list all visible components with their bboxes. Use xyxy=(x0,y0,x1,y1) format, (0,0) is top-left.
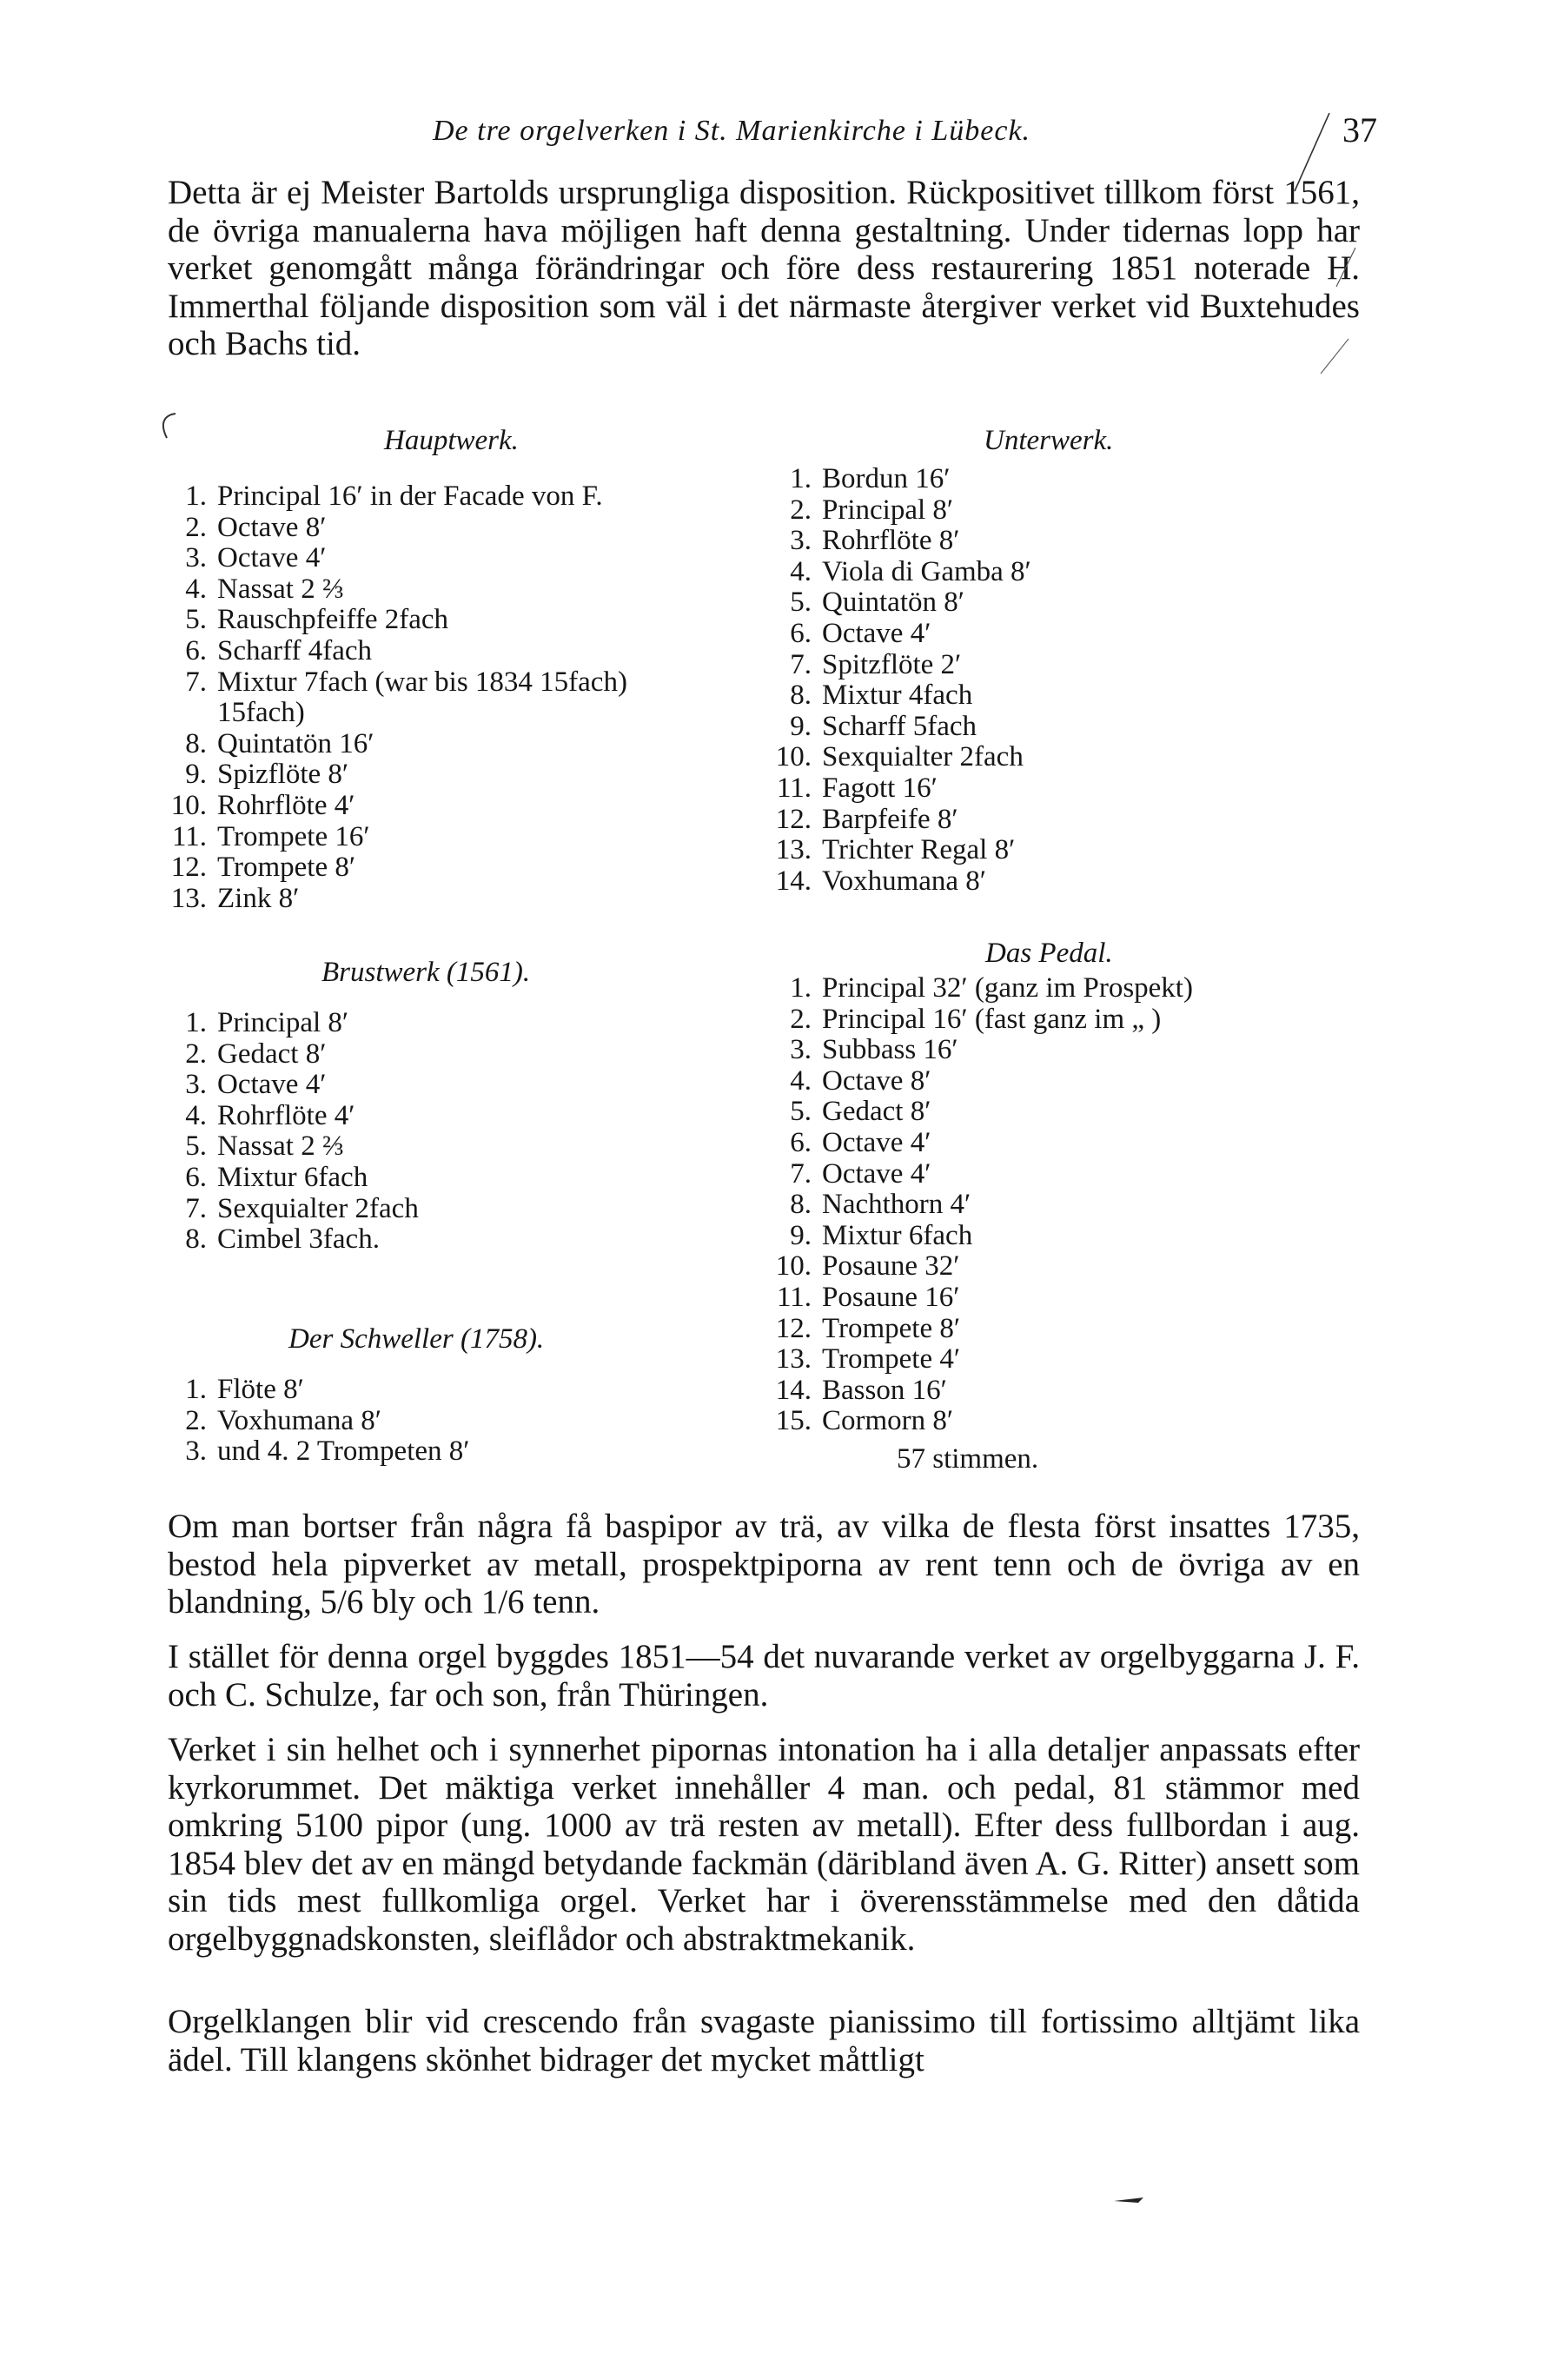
stop-number: 10. xyxy=(775,741,812,773)
stop-number: 4. xyxy=(185,1099,207,1131)
brustwerk-stop xyxy=(185,1192,419,1225)
stop-number: 2. xyxy=(790,494,812,526)
stop-name: Rohrflöte 4′ xyxy=(217,789,355,821)
brustwerk-stop xyxy=(185,1007,419,1039)
stop-name: Nachthorn 4′ xyxy=(822,1189,971,1221)
stop-name: Trompete 4′ xyxy=(822,1343,961,1376)
stop-name: Scharff 4fach xyxy=(217,634,373,666)
pedal-stop xyxy=(775,1405,1193,1437)
pedal-stop xyxy=(790,1096,1193,1128)
stop-name: Sexquialter 2fach xyxy=(822,741,1024,773)
stop-name: Octave 4′ xyxy=(822,1126,931,1158)
stop-number: 4. xyxy=(790,555,812,587)
unterwerk-stop xyxy=(790,463,1031,495)
stop-name: Rohrflöte 8′ xyxy=(822,525,960,557)
stop-number: 1. xyxy=(185,1007,207,1038)
stop-name: Basson 16′ xyxy=(822,1374,947,1406)
paragraph-2: I stället för denna orgel byggdes 1851—54 det nuvarande verket av orgelbyggarna J. F. och C. Schulze, far och son, från Thüringen. xyxy=(168,1638,1360,1714)
stop-name: Octave 8′ xyxy=(822,1064,931,1097)
stop-number: 7. xyxy=(185,1192,207,1224)
stop-name: Voxhumana 8′ xyxy=(217,1404,382,1436)
brustwerk-title: Brustwerk (1561). xyxy=(321,957,531,988)
stop-name: und 4. 2 Trompeten 8′ xyxy=(217,1435,470,1468)
unterwerk-title: Unterwerk. xyxy=(984,425,1114,456)
hauptwerk-title: Hauptwerk. xyxy=(384,425,519,456)
stop-name: Gedact 8′ xyxy=(217,1038,327,1070)
stop-number: 13. xyxy=(170,882,207,914)
stop-number: 3. xyxy=(185,1069,207,1101)
brustwerk-stop xyxy=(185,1038,419,1071)
stop-number: 10. xyxy=(170,789,207,821)
stop-number: 9. xyxy=(790,710,812,742)
hauptwerk-stop xyxy=(185,634,627,667)
stop-number: 6. xyxy=(185,634,207,666)
hauptwerk-stop xyxy=(185,759,627,791)
stop-number: 2. xyxy=(185,511,207,543)
stop-name: Octave 8′ xyxy=(217,511,327,543)
stop-number: 9. xyxy=(185,759,207,791)
stop-name-continuation: 15fach) xyxy=(217,697,305,729)
stop-name: Sexquialter 2fach xyxy=(217,1192,419,1224)
stop-name: Rauschpfeiffe 2fach xyxy=(217,604,449,636)
stop-number: 8. xyxy=(185,727,207,759)
unterwerk-stop xyxy=(790,494,1031,527)
unterwerk-stop xyxy=(790,680,1031,712)
stop-number: 8. xyxy=(790,1189,812,1221)
stop-number: 1. xyxy=(185,481,207,512)
stop-number: 8. xyxy=(185,1223,207,1256)
stop-name: Flöte 8′ xyxy=(217,1374,304,1405)
stop-number: 12. xyxy=(170,852,207,884)
running-title: De tre orgelverken i St. Marienkirche i Lübeck. xyxy=(433,115,1031,147)
stop-name: Principal 8′ xyxy=(822,494,954,526)
stop-name: Posaune 32′ xyxy=(822,1250,960,1283)
pedal-stop xyxy=(790,1189,1193,1221)
hauptwerk-stop xyxy=(170,789,627,822)
pedal-stop xyxy=(776,1281,1193,1314)
stop-number: 2. xyxy=(185,1404,207,1436)
stop-name: Trompete 8′ xyxy=(822,1312,961,1344)
stop-name: Mixtur 6fach xyxy=(822,1219,973,1251)
hauptwerk-stop xyxy=(185,666,627,729)
schweller-stop xyxy=(185,1374,470,1406)
unterwerk-stop-list xyxy=(775,463,1031,897)
stop-number: 1. xyxy=(790,972,812,1004)
stop-name: Trompete 8′ xyxy=(217,852,356,884)
stop-name: Nassat 2 ⅔ xyxy=(217,573,344,605)
stop-number: 12. xyxy=(775,803,812,835)
stop-number: 14. xyxy=(775,865,812,897)
stop-number: 6. xyxy=(185,1161,207,1193)
pencil-mark xyxy=(1269,113,1373,391)
stop-number: 10. xyxy=(775,1250,812,1283)
pedal-stop xyxy=(775,1312,1193,1345)
stop-name: Barpfeife 8′ xyxy=(822,803,958,835)
stop-name: Principal 16′ (fast ganz im „ ) xyxy=(822,1003,1162,1035)
stop-name: Voxhumana 8′ xyxy=(822,865,987,897)
brustwerk-stop xyxy=(185,1069,419,1101)
hauptwerk-stop xyxy=(185,511,627,544)
stop-number: 1. xyxy=(185,1374,207,1405)
unterwerk-stop xyxy=(790,710,1031,743)
hauptwerk-stop xyxy=(170,882,627,915)
brustwerk-stop xyxy=(185,1161,419,1194)
stop-number: 7. xyxy=(790,1157,812,1190)
stop-number: 13. xyxy=(775,834,812,866)
stop-number: 2. xyxy=(790,1003,812,1035)
stop-number: 7. xyxy=(790,648,812,680)
stop-name: Nassat 2 ⅔ xyxy=(217,1130,344,1163)
stop-number: 11. xyxy=(776,1281,812,1313)
paragraph-3: Verket i sin helhet och i synnerhet pipornas intonation ha i alla detaljer anpassats efter kyrkorummet. Det mäktiga verket innehåller 4 man. och pedal, 81 stämmor med omkring 5100 pipor (ung. 1000 av trä resten av metall). Efter dess fullbordan i aug. 1854 blev det av en mängd betydande fackmän (däribland även A. G. Ritter) ansett som sin tids mest fullkomliga orgel. Verket har i överensstämmelse med den dåtida orgelbyggnadskonsten, sleiflådor och abstraktmekanik. xyxy=(168,1731,1360,1958)
pedal-stop xyxy=(775,1343,1193,1376)
unterwerk-stop xyxy=(775,834,1031,866)
hauptwerk-stop xyxy=(185,604,627,636)
running-head xyxy=(174,110,1377,167)
pedal-stop xyxy=(790,1219,1193,1252)
stop-name: Posaune 16′ xyxy=(822,1281,960,1313)
pedal-stop xyxy=(790,1064,1193,1097)
stop-number: 7. xyxy=(185,666,207,698)
pedal-title: Das Pedal. xyxy=(985,938,1113,969)
stop-number: 4. xyxy=(790,1064,812,1097)
stop-number: 6. xyxy=(790,617,812,649)
stop-number: 3. xyxy=(790,1034,812,1066)
pedal-stop xyxy=(775,1250,1193,1283)
brustwerk-stop xyxy=(185,1223,419,1256)
schweller-title: Der Schweller (1758). xyxy=(288,1323,545,1355)
unterwerk-stop xyxy=(790,648,1031,681)
unterwerk-stop xyxy=(790,555,1031,588)
pedal-stop xyxy=(790,972,1193,1004)
hauptwerk-stop-list xyxy=(170,481,627,914)
stop-number: 2. xyxy=(185,1038,207,1070)
pedal-stop xyxy=(775,1374,1193,1407)
stop-name: Trompete 16′ xyxy=(217,820,370,852)
stop-name: Mixtur 7fach (war bis 1834 15fach) xyxy=(217,666,627,698)
stop-number: 4. xyxy=(185,573,207,605)
stop-name: Trichter Regal 8′ xyxy=(822,834,1016,866)
unterwerk-stop xyxy=(790,617,1031,650)
stop-number: 11. xyxy=(776,772,812,804)
stop-number: 3. xyxy=(185,1435,207,1468)
stop-name: Cimbel 3fach. xyxy=(217,1223,380,1256)
stop-name: Viola di Gamba 8′ xyxy=(822,555,1031,587)
stop-name: Fagott 16′ xyxy=(822,772,938,804)
pedal-stop-list xyxy=(775,972,1193,1437)
stop-number: 14. xyxy=(775,1374,812,1406)
stop-name: Principal 32′ (ganz im Prospekt) xyxy=(822,972,1193,1004)
schweller-stop xyxy=(185,1404,470,1437)
stop-name: Principal 16′ in der Facade von F. xyxy=(217,481,603,512)
stop-number: 5. xyxy=(790,1096,812,1128)
stop-name: Quintatön 16′ xyxy=(217,727,374,759)
stop-number: 12. xyxy=(775,1312,812,1344)
stop-number: 6. xyxy=(790,1126,812,1158)
hauptwerk-stop xyxy=(170,852,627,884)
stop-name: Principal 8′ xyxy=(217,1007,349,1038)
unterwerk-stop xyxy=(775,803,1031,836)
stop-total: 57 stimmen. xyxy=(897,1443,1039,1475)
page-number: 37 xyxy=(1342,110,1377,149)
stop-number: 15. xyxy=(775,1405,812,1437)
brustwerk-stop-list xyxy=(185,1007,419,1256)
stop-name: Octave 4′ xyxy=(822,1157,931,1190)
stop-name: Octave 4′ xyxy=(217,1069,327,1101)
hauptwerk-stop xyxy=(171,820,627,853)
pencil-mark xyxy=(156,408,182,443)
stop-name: Quintatön 8′ xyxy=(822,587,964,619)
pedal-stop xyxy=(790,1034,1193,1066)
stop-number: 9. xyxy=(790,1219,812,1251)
unterwerk-stop xyxy=(775,741,1031,773)
stop-number: 11. xyxy=(171,820,207,852)
brustwerk-stop xyxy=(185,1099,419,1132)
stop-number: 1. xyxy=(790,463,812,494)
pedal-stop xyxy=(790,1126,1193,1159)
brustwerk-stop xyxy=(185,1130,419,1163)
stop-name: Spitzflöte 2′ xyxy=(822,648,962,680)
paragraph-1: Om man bortser från några få baspipor av trä, av vilka de flesta först insattes 1735, bestod hela pipverket av metall, prospektpiporna av rent tenn och de övriga av en blandning, 5/6 bly och 1/6 tenn. xyxy=(168,1508,1360,1621)
hauptwerk-stop xyxy=(185,573,627,606)
unterwerk-stop xyxy=(776,772,1031,805)
hauptwerk-stop xyxy=(185,481,627,513)
stop-name: Rohrflöte 4′ xyxy=(217,1099,355,1131)
stop-name: Spizflöte 8′ xyxy=(217,759,349,791)
intro-paragraph: Detta är ej Meister Bartolds ursprungliga disposition. Rückpositivet tillkom först 1561, de övriga manualerna hava möjligen haft denna gestaltning. Under tidernas lopp har verket genomgått många förändringar och före dess restaurering 1851 noterade H. Immerthal följande disposition som väl i det närmaste återgiver verket vid Buxtehudes och Bachs tid. xyxy=(168,174,1360,362)
paragraph-4: Orgelklangen blir vid crescendo från svagaste pianissimo till fortissimo alltjämt lika ädel. Till klangens skönhet bidrager det mycket måttligt xyxy=(168,2003,1360,2078)
stop-name: Gedact 8′ xyxy=(822,1096,931,1128)
stop-name: Cormorn 8′ xyxy=(822,1405,954,1437)
stop-name: Zink 8′ xyxy=(217,882,300,914)
ink-mark xyxy=(1112,2194,1147,2206)
stop-name: Octave 4′ xyxy=(822,617,931,649)
stop-name: Octave 4′ xyxy=(217,542,327,574)
stop-number: 5. xyxy=(185,1130,207,1163)
stop-number: 13. xyxy=(775,1343,812,1376)
stop-name: Mixtur 6fach xyxy=(217,1161,368,1193)
stop-name: Subbass 16′ xyxy=(822,1034,958,1066)
stop-number: 5. xyxy=(790,587,812,619)
schweller-stop xyxy=(185,1435,470,1468)
stop-number: 3. xyxy=(185,542,207,574)
stop-name: Mixtur 4fach xyxy=(822,680,973,712)
hauptwerk-stop xyxy=(185,727,627,760)
schweller-stop-list xyxy=(185,1374,470,1468)
stop-name: Scharff 5fach xyxy=(822,710,977,742)
stop-name: Bordun 16′ xyxy=(822,463,951,494)
pedal-stop xyxy=(790,1157,1193,1190)
hauptwerk-stop xyxy=(185,542,627,574)
stop-number: 8. xyxy=(790,680,812,712)
pedal-stop xyxy=(790,1003,1193,1036)
unterwerk-stop xyxy=(790,525,1031,557)
unterwerk-stop xyxy=(790,587,1031,619)
unterwerk-stop xyxy=(775,865,1031,898)
stop-number: 5. xyxy=(185,604,207,636)
stop-number: 3. xyxy=(790,525,812,557)
